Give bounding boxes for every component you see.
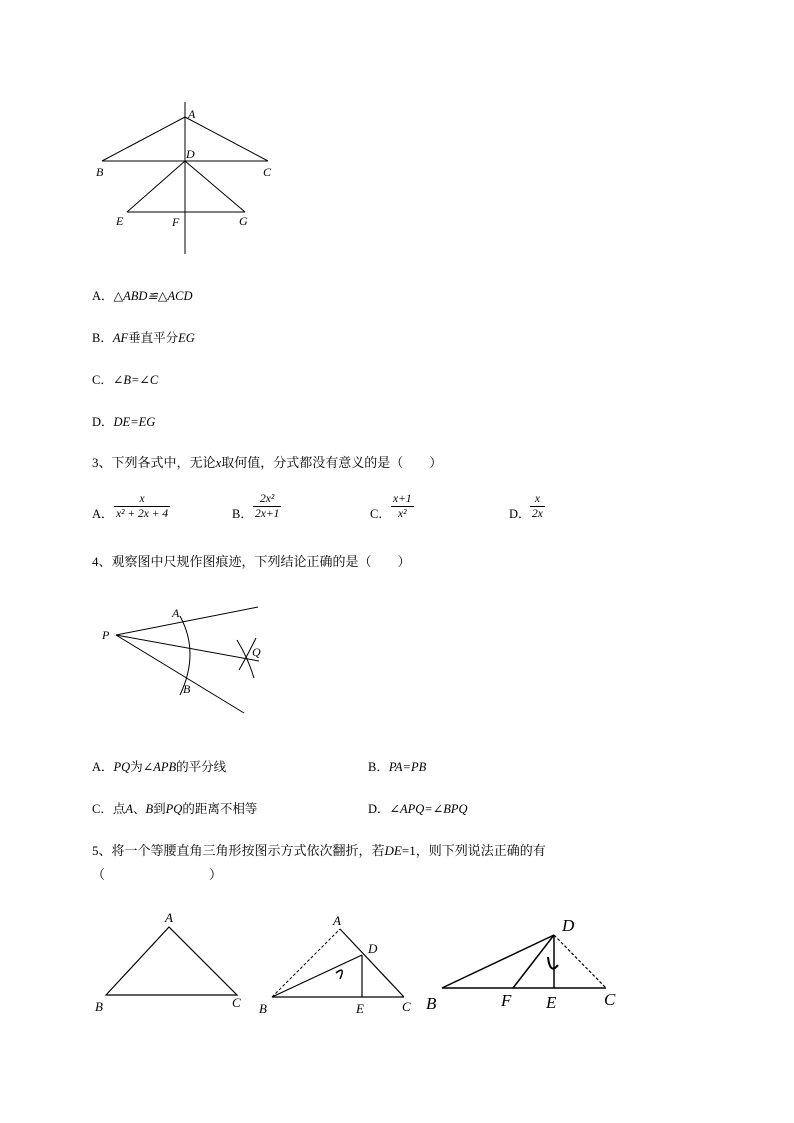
label-E: E <box>546 993 557 1012</box>
q3-option-b-fraction: 2x² 2x+1 <box>255 493 280 520</box>
q2-option-b: B．AF垂直平分EG <box>92 331 195 345</box>
q4-option-c: C．点A、B到PQ的距离不相等 <box>92 802 258 816</box>
q4-option-b: B．PA=PB <box>368 760 427 774</box>
figure-5c-folded-triangle <box>420 905 630 1017</box>
q2-option-d: D．DE=EG <box>92 415 156 429</box>
q4-option-a: A．PQ为∠APB的平分线 <box>92 760 227 774</box>
label-Q: Q <box>252 645 261 659</box>
label-A: A <box>172 606 180 620</box>
label-G: G <box>239 214 248 228</box>
label-A: A <box>165 910 173 925</box>
label-B: B <box>183 682 191 696</box>
q3-option-c-fraction: x+1 x² <box>393 493 412 520</box>
q3-option-d-fraction: x 2x <box>532 493 543 520</box>
q2-option-a: A．△ABD≌△ACD <box>92 289 193 303</box>
q3-stem: 3、下列各式中，无论x取何值，分式都没有意义的是（ ） <box>92 455 443 470</box>
figure-1-diagram <box>90 98 290 258</box>
label-C: C <box>232 995 241 1010</box>
q5-stem-blank: （ ） <box>92 867 223 882</box>
label-D: D <box>562 916 575 935</box>
q3-option-a-letter: A． <box>92 507 114 521</box>
q4-stem: 4、观察图中尺规作图痕迹，下列结论正确的是（ ） <box>92 554 411 569</box>
q2-option-c: C．∠B=∠C <box>92 373 159 387</box>
label-A: A <box>188 107 196 121</box>
figure-5a-triangle <box>90 905 250 1017</box>
q3-option-d-letter: D． <box>509 507 531 521</box>
label-A: A <box>333 913 341 928</box>
label-B: B <box>95 999 103 1014</box>
q3-option-a-fraction: x x² + 2x + 4 <box>116 493 169 520</box>
label-B: B <box>259 1001 267 1016</box>
label-B: B <box>426 994 437 1013</box>
label-F: F <box>501 991 512 1010</box>
q3-option-c-letter: C． <box>370 507 391 521</box>
label-D: D <box>368 941 378 956</box>
figure-2-angle-bisector <box>96 598 276 723</box>
label-B: B <box>96 165 104 179</box>
figure-5b-folded-triangle <box>254 905 424 1017</box>
label-C: C <box>402 999 411 1014</box>
label-C: C <box>263 165 272 179</box>
label-D: D <box>186 147 195 161</box>
q3-option-b-letter: B． <box>232 507 253 521</box>
q5-stem: 5、将一个等腰直角三角形按图示方式依次翻折，若DE=1，则下列说法正确的有 <box>92 843 546 858</box>
label-C: C <box>604 990 616 1009</box>
label-E: E <box>356 1001 364 1016</box>
label-P: P <box>102 628 110 642</box>
label-F: F <box>172 215 180 229</box>
label-E: E <box>116 214 124 228</box>
q4-option-d: D．∠APQ=∠BPQ <box>368 802 468 816</box>
